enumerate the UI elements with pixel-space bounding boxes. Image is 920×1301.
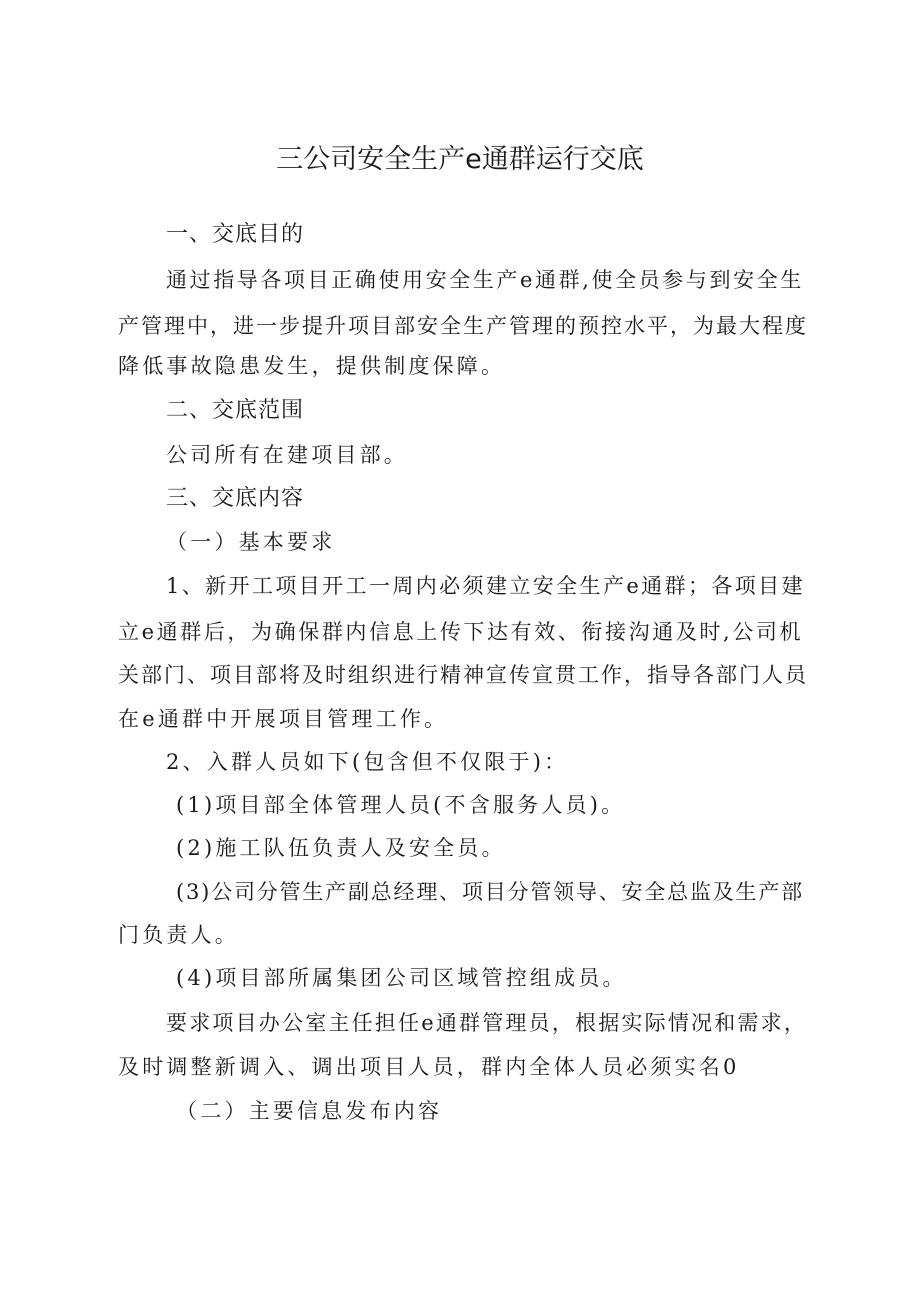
subsection-heading-info: （二）主要信息发布内容 (176, 1099, 443, 1123)
list-item: (4)项目部所属集团公司区域管控组成员。 (176, 966, 627, 990)
section-heading-scope: 二、交底范围 (166, 398, 305, 423)
list-item-continuation: 门负责人。 (118, 923, 239, 947)
section-heading-content: 三、交底内容 (166, 486, 305, 511)
subsection-heading-basic: （一）基本要求 (166, 530, 336, 554)
paragraph-line: 通过指导各项目正确使用安全生产e通群,使全员参与到安全生 (166, 268, 804, 292)
paragraph-line: 产管理中，进一步提升项目部安全生产管理的预控水平，为最大程度 (118, 314, 808, 338)
document-title: 三公司安全生产e通群运行交底 (276, 144, 644, 175)
paragraph-line: 2、入群人员如下(包含但不仅限于)： (166, 750, 569, 774)
paragraph-line: 要求项目办公室主任担任e通群管理员，根据实际情况和需求， (166, 1011, 808, 1035)
list-item: (3)公司分管生产副总经理、项目分管领导、安全总监及生产部 (176, 880, 804, 904)
paragraph-line: 关部门、项目部将及时组织进行精神宣传宣贯工作，指导各部门人员 (118, 663, 808, 687)
paragraph-line: 公司所有在建项目部。 (166, 443, 408, 467)
list-item: (2)施工队伍负责人及安全员。 (176, 836, 506, 860)
paragraph-line: 1、新开工项目开工一周内必须建立安全生产e通群；各项目建 (166, 574, 805, 598)
list-item: (1)项目部全体管理人员(不含服务人员)。 (176, 793, 626, 817)
paragraph-line: 在e通群中开展项目管理工作。 (118, 707, 449, 731)
paragraph-line: 降低事故隐患发生，提供制度保障。 (118, 354, 506, 378)
section-heading-purpose: 一、交底目的 (166, 222, 305, 247)
paragraph-line: 及时调整新调入、调出项目人员，群内全体人员必须实名0 (118, 1055, 740, 1079)
paragraph-line: 立e通群后，为确保群内信息上传下达有效、衔接沟通及时,公司机 (118, 620, 804, 644)
